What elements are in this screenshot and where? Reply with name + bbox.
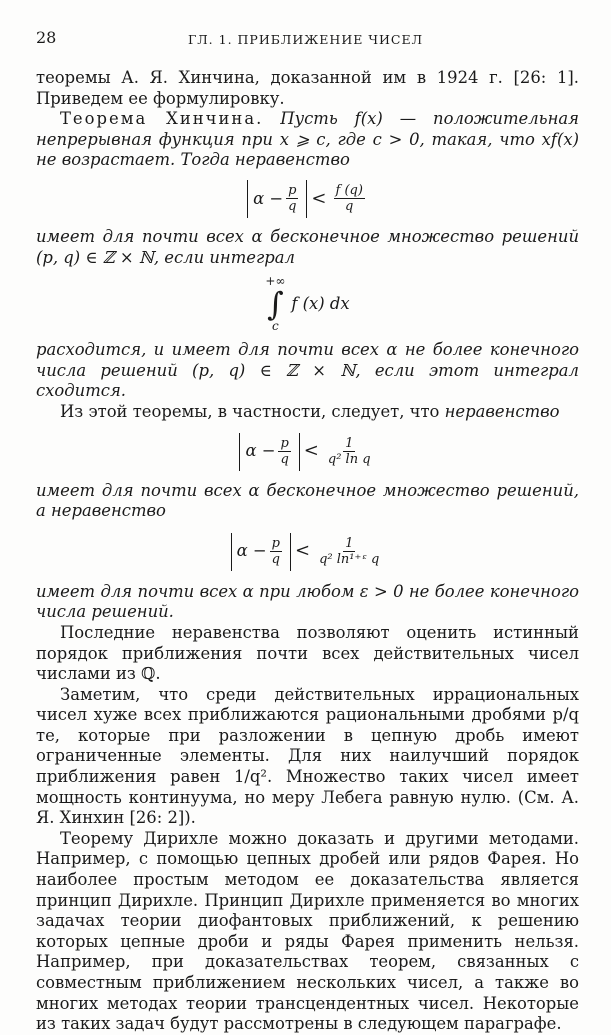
formula-inequality-3: α − $\frac{p}{q}$ < 1 q² ln¹⁺ᵋ q: [36, 522, 579, 582]
paragraph-dirichlet: Теорему Дирихле можно доказать и другими методами. Например, с помощью цепных дробей или рядов Фарея. Но наиболее простым методом ее доказательства является принцип Дирихле. Принцип Дирихле применяется во многих задачах теории диофантовых приближений, к решению которых цепные дроби и ряды Фарея применить нельзя. Например, при доказательствах теорем, связанных с совместным приближением нескольких чисел, а также во многих методах теории трансцендентных чисел. Некоторые из таких задач будут рассмотрены в следующем параграфе.: [36, 828, 579, 1034]
paragraph-second-inequality: имеет для почти всех α бесконечное множество решений, а неравенство: [36, 480, 579, 521]
formula-inequality-1: α − $\frac{p}{q}$ < f (q) q: [36, 171, 579, 227]
paragraph-corollary: Из этой теоремы, в частности, следует, что неравенство: [60, 401, 560, 421]
page-number: 28: [36, 28, 57, 47]
formula-inequality-2: α − $\frac{p}{q}$ < 1 q² ln q: [36, 423, 579, 481]
paragraph-converges: расходится, и имеет для почти всех α не более конечного числа решений (p, q) ∈ ℤ × ℕ, если этот интеграл сходится.: [36, 340, 579, 401]
theorem-name: Теорема Хинчина.: [60, 109, 264, 129]
theorem-khinchin: [36, 109, 579, 171]
paragraph-finite-solutions: имеет для почти всех α при любом ε > 0 не более конечного числа решений.: [36, 581, 579, 622]
formula-integral: +∞ ∫ c f (x) dx: [265, 274, 350, 334]
paragraph-intro: теоремы А. Я. Хинчина, доказанной им в 1924 г. [26: 1]. Приведем ее формулировку.: [36, 68, 579, 108]
running-head: ГЛ. 1. ПРИБЛИЖЕНИЕ ЧИСЕЛ: [187, 32, 424, 47]
theorem-statement: Пусть f(x) — положительная непрерывная функция при x ⩾ c, где c > 0, такая, что xf(x) не возрастает. Тогда неравенство: [36, 109, 579, 170]
page-header: [36, 28, 575, 50]
paragraph-infinite-solutions: имеет для почти всех α бесконечное множество решений (p, q) ∈ ℤ × ℕ, если интеграл: [36, 226, 579, 267]
paragraph-true-order: Последние неравенства позволяют оценить истинный порядок приближения почти всех действительных чисел числами из ℚ.: [36, 622, 579, 684]
page-body: [36, 68, 579, 1035]
paragraph-irrationals: Заметим, что среди действительных иррациональных чисел хуже всех приближаются рациональными дробями p/q те, которые при разложении в цепную дробь имеют ограниченные элементы. Для них наилучший порядок приближения равен 1/q². Множество таких чисел имеет мощность континуума, но меру Лебега равную нулю. (См. А. Я. Хинхин [26: 2]).: [36, 684, 579, 828]
